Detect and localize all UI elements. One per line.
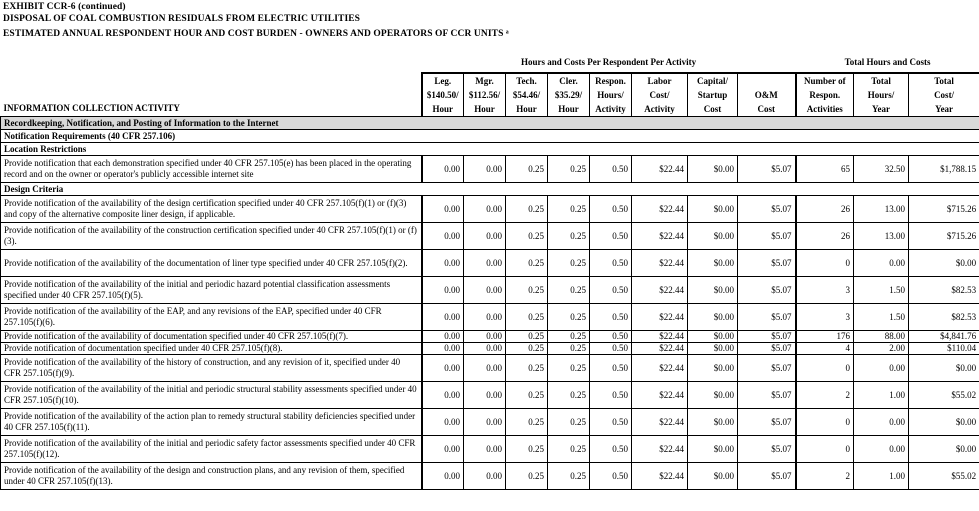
value-cell: 0.25 [506, 409, 548, 436]
value-cell: $5.07 [738, 355, 796, 382]
value-cell: 32.50 [854, 156, 909, 183]
column-header [590, 73, 632, 117]
value-cell: $22.44 [632, 463, 688, 490]
value-cell: 0.00 [422, 343, 464, 355]
column-header-line: Respon. [809, 90, 841, 100]
value-cell: 0.50 [590, 156, 632, 183]
value-cell: 0.50 [590, 304, 632, 331]
activity-description: Provide notification of the availability of the design certification specified under 40 CFR 257.105(f)(1) or (f)(3) and copy of the alternative composite liner design, if applicable. [1, 196, 422, 223]
value-cell: 26 [796, 223, 854, 250]
value-cell: $715.26 [909, 223, 979, 250]
value-cell: 0.00 [422, 223, 464, 250]
value-cell: 0.00 [422, 436, 464, 463]
value-cell: 0.25 [506, 277, 548, 304]
column-header-line: Total [871, 76, 891, 86]
column-header-line: O&M [754, 90, 778, 100]
value-cell: 0.50 [590, 382, 632, 409]
value-cell: $0.00 [688, 156, 738, 183]
column-header [738, 73, 796, 117]
column-header-line: Year [872, 104, 891, 114]
value-cell: 0.00 [464, 250, 506, 277]
value-cell: $5.07 [738, 331, 796, 343]
table-row [1, 331, 979, 343]
value-cell: 0.00 [422, 196, 464, 223]
value-cell: $22.44 [632, 409, 688, 436]
value-cell: 0.00 [464, 196, 506, 223]
value-cell: 0.50 [590, 436, 632, 463]
value-cell: $5.07 [738, 156, 796, 183]
value-cell: $0.00 [909, 250, 979, 277]
column-header-line: $112.56/ [468, 90, 501, 100]
column-header-line: Cost/ [649, 90, 670, 100]
column-header-line: Mgr. [475, 76, 494, 86]
value-cell: $22.44 [632, 250, 688, 277]
value-cell: 0.50 [590, 196, 632, 223]
value-cell: 0.00 [464, 156, 506, 183]
value-cell: 0.25 [548, 331, 590, 343]
column-header-line: Tech. [516, 76, 537, 86]
table-row [1, 223, 979, 250]
value-cell: 0.00 [464, 331, 506, 343]
column-header-line: Hour [516, 104, 537, 114]
table-row [1, 355, 979, 382]
value-cell: 0.25 [506, 355, 548, 382]
group-header-totals: Total Hours and Costs [844, 56, 931, 67]
value-cell: $55.02 [909, 382, 979, 409]
value-cell: 0.25 [548, 463, 590, 490]
burden-table [0, 52, 979, 490]
value-cell: $0.00 [688, 355, 738, 382]
value-cell: 0.00 [854, 409, 909, 436]
value-cell: 0.00 [464, 436, 506, 463]
value-cell: $5.07 [738, 196, 796, 223]
value-cell: $0.00 [688, 436, 738, 463]
value-cell: $5.07 [738, 250, 796, 277]
value-cell: 13.00 [854, 223, 909, 250]
value-cell: 0.00 [422, 409, 464, 436]
value-cell: 0.25 [548, 436, 590, 463]
column-header-line: Leg. [434, 76, 452, 86]
value-cell: 0.50 [590, 331, 632, 343]
value-cell: $22.44 [632, 196, 688, 223]
value-cell: $22.44 [632, 436, 688, 463]
column-header-line: Activities [806, 104, 843, 114]
column-header-line: Cost [757, 104, 776, 114]
value-cell: $5.07 [738, 223, 796, 250]
table-row [1, 409, 979, 436]
column-header-line: Year [935, 104, 954, 114]
value-cell: 0.00 [464, 343, 506, 355]
value-cell: 0.00 [464, 304, 506, 331]
exhibit-number: EXHIBIT CCR-6 (continued) [3, 2, 126, 12]
value-cell: 0.25 [506, 156, 548, 183]
value-cell: $0.00 [688, 250, 738, 277]
column-header-line: Activity [595, 104, 626, 114]
value-cell: $22.44 [632, 343, 688, 355]
value-cell: 0.50 [590, 343, 632, 355]
table-row [1, 250, 979, 277]
value-cell: 1.00 [854, 382, 909, 409]
value-cell: 0.25 [548, 196, 590, 223]
value-cell: $0.00 [688, 277, 738, 304]
value-cell: 0.50 [590, 463, 632, 490]
value-cell: 65 [796, 156, 854, 183]
value-cell: 1.50 [854, 304, 909, 331]
value-cell: $5.07 [738, 463, 796, 490]
value-cell: $22.44 [632, 355, 688, 382]
value-cell: 0.50 [590, 355, 632, 382]
activity-description: Provide notification that each demonstration specified under 40 CFR 257.105(e) has been placed in the operating record and on the owner or operator's publicly accessible internet site [1, 156, 422, 183]
value-cell: 0.00 [422, 304, 464, 331]
column-header [854, 73, 909, 117]
column-header [464, 73, 506, 117]
value-cell: 0.00 [422, 156, 464, 183]
value-cell: $0.00 [688, 409, 738, 436]
column-header [422, 73, 464, 117]
section-notification-requirements: Notification Requirements (40 CFR 257.106) [1, 130, 979, 143]
column-header-line: Hours/ [867, 90, 895, 100]
column-header-line: Cost [703, 104, 722, 114]
table-row [1, 304, 979, 331]
value-cell: 0.00 [422, 382, 464, 409]
value-cell: 1.00 [854, 463, 909, 490]
column-header-line: Hours/ [597, 90, 624, 100]
activity-description: Provide notification of the availability of the EAP, and any revisions of the EAP, specified under 40 CFR 257.105(f)(6). [1, 304, 422, 331]
value-cell: 4 [796, 343, 854, 355]
value-cell: 0.00 [422, 463, 464, 490]
value-cell: 0.50 [590, 250, 632, 277]
value-cell: $715.26 [909, 196, 979, 223]
value-cell: $82.53 [909, 277, 979, 304]
value-cell: $0.00 [909, 355, 979, 382]
value-cell: 1.50 [854, 277, 909, 304]
activity-description: Provide notification of the availability of the initial and periodic structural stability assessments specified under 40 CFR 257.105(f)(10). [1, 382, 422, 409]
value-cell: 0.25 [548, 382, 590, 409]
activity-description: Provide notification of the availability of the action plan to remedy structural stability deficiencies specified under 40 CFR 257.105(f)(11). [1, 409, 422, 436]
value-cell: 0.50 [590, 223, 632, 250]
column-header [506, 73, 548, 117]
value-cell: $5.07 [738, 304, 796, 331]
group-header-per-activity: Hours and Costs Per Respondent Per Activity [520, 56, 697, 67]
activity-description: Provide notification of the availability of the initial and periodic hazard potential classification assessments specified under 40 CFR 257.105(f)(5). [1, 277, 422, 304]
activity-description: Provide notification of the availability of the history of construction, and any revision of it, specified under 40 CFR 257.105(f)(9). [1, 355, 422, 382]
value-cell: 0.25 [548, 156, 590, 183]
activity-description: Provide notification of the availability of the design and construction plans, and any revision of them, specified under 40 CFR 257.105(f)(13). [1, 463, 422, 490]
value-cell: 0.25 [506, 196, 548, 223]
table-row [1, 382, 979, 409]
value-cell: 2 [796, 463, 854, 490]
value-cell: 0.00 [464, 277, 506, 304]
value-cell: 0.25 [506, 331, 548, 343]
value-cell: $4,841.76 [909, 331, 979, 343]
value-cell: 0.25 [548, 304, 590, 331]
value-cell: 26 [796, 196, 854, 223]
value-cell: 0.25 [548, 250, 590, 277]
value-cell: 0.25 [548, 409, 590, 436]
value-cell: $22.44 [632, 382, 688, 409]
value-cell: $22.44 [632, 277, 688, 304]
value-cell: 0 [796, 409, 854, 436]
value-cell: 0.00 [422, 355, 464, 382]
value-cell: 0.00 [854, 250, 909, 277]
activity-description: Provide notification of the availability of the construction certification specified under 40 CFR 257.105(f)(1) or (f)(3). [1, 223, 422, 250]
value-cell: $0.00 [688, 196, 738, 223]
value-cell: $5.07 [738, 382, 796, 409]
value-cell: 0.00 [464, 355, 506, 382]
table-row [1, 196, 979, 223]
value-cell: 0.00 [464, 382, 506, 409]
value-cell: 0.25 [506, 382, 548, 409]
value-cell: 0.25 [548, 355, 590, 382]
value-cell: $0.00 [688, 331, 738, 343]
section-design-criteria: Design Criteria [1, 183, 979, 196]
column-header-line: Capital/ [696, 76, 728, 86]
value-cell: 0.50 [590, 277, 632, 304]
value-cell: $22.44 [632, 223, 688, 250]
activity-description: Provide notification of the availability of documentation specified under 40 CFR 257.105(f)(7). [1, 331, 422, 343]
value-cell: 0.00 [422, 277, 464, 304]
column-header [688, 73, 738, 117]
activity-description: Provide notification of the availability of the initial and periodic safety factor assessments specified under 40 CFR 257.105(f)(12). [1, 436, 422, 463]
value-cell: 0.25 [548, 343, 590, 355]
value-cell: 0 [796, 355, 854, 382]
value-cell: 0.00 [422, 331, 464, 343]
value-cell: $22.44 [632, 304, 688, 331]
column-header [632, 73, 688, 117]
value-cell: 13.00 [854, 196, 909, 223]
table-row [1, 463, 979, 490]
value-cell: 0.00 [854, 355, 909, 382]
column-header-line: Hour [474, 104, 495, 114]
value-cell: 88.00 [854, 331, 909, 343]
column-header-line: $54.46/ [512, 90, 541, 100]
value-cell: 2.00 [854, 343, 909, 355]
value-cell: 0.50 [590, 409, 632, 436]
value-cell: $0.00 [688, 343, 738, 355]
value-cell: $0.00 [909, 409, 979, 436]
value-cell: $0.00 [688, 382, 738, 409]
column-header-line: Cler. [559, 76, 578, 86]
value-cell: $0.00 [688, 304, 738, 331]
column-header-line: Activity [644, 104, 675, 114]
value-cell: 0.25 [506, 223, 548, 250]
table-row [1, 343, 979, 355]
value-cell: 0.25 [548, 223, 590, 250]
value-cell: 0.00 [854, 436, 909, 463]
column-header [548, 73, 590, 117]
value-cell: $5.07 [738, 277, 796, 304]
value-cell: $110.04 [909, 343, 979, 355]
column-header-line: Total [934, 76, 954, 86]
value-cell: $22.44 [632, 156, 688, 183]
value-cell: 0.00 [464, 223, 506, 250]
value-cell: 0.25 [506, 250, 548, 277]
column-header-line: Startup [697, 90, 728, 100]
value-cell: 0.25 [506, 304, 548, 331]
value-cell: 0.00 [464, 463, 506, 490]
column-header [796, 73, 854, 117]
exhibit-title: ESTIMATED ANNUAL RESPONDENT HOUR AND COST BURDEN - OWNERS AND OPERATORS OF CCR UNITS ᵃ [3, 29, 509, 39]
column-header-line: Cost/ [934, 90, 955, 100]
value-cell: $5.07 [738, 436, 796, 463]
value-cell: 2 [796, 382, 854, 409]
value-cell: 176 [796, 331, 854, 343]
value-cell: 0.00 [464, 409, 506, 436]
column-header-line: Labor [647, 76, 672, 86]
table-row [1, 436, 979, 463]
column-header-line: $140.50/ [426, 90, 459, 100]
value-cell: 0.25 [506, 463, 548, 490]
table-row [1, 277, 979, 304]
value-cell: 3 [796, 304, 854, 331]
section-location-restrictions: Location Restrictions [1, 143, 979, 156]
value-cell: 0 [796, 250, 854, 277]
activity-column-header: INFORMATION COLLECTION ACTIVITY [1, 73, 422, 117]
column-header [909, 73, 979, 117]
column-header-line: Number of [804, 76, 846, 86]
table-row [1, 156, 979, 183]
value-cell: $22.44 [632, 331, 688, 343]
activity-description: Provide notification of the availability of the documentation of liner type specified under 40 CFR 257.105(f)(2). [1, 250, 422, 277]
column-header-line: Hour [432, 104, 453, 114]
value-cell: $0.00 [909, 436, 979, 463]
column-header-line: Hour [558, 104, 579, 114]
value-cell: $5.07 [738, 343, 796, 355]
value-cell: 3 [796, 277, 854, 304]
value-cell: 0.25 [506, 343, 548, 355]
column-header-line: Respon. [595, 76, 626, 86]
value-cell: $1,788.15 [909, 156, 979, 183]
value-cell: $0.00 [688, 463, 738, 490]
value-cell: $0.00 [688, 223, 738, 250]
value-cell: 0.25 [548, 277, 590, 304]
value-cell: 0.00 [422, 250, 464, 277]
exhibit-subtitle: DISPOSAL OF COAL COMBUSTION RESIDUALS FROM ELECTRIC UTILITIES [3, 14, 361, 24]
value-cell: 0.25 [506, 436, 548, 463]
value-cell: $82.53 [909, 304, 979, 331]
value-cell: 0 [796, 436, 854, 463]
column-header-line: $35.29/ [554, 90, 583, 100]
value-cell: $55.02 [909, 463, 979, 490]
section-recordkeeping: Recordkeeping, Notification, and Posting of Information to the Internet [1, 117, 979, 130]
activity-description: Provide notification of documentation specified under 40 CFR 257.105(f)(8). [1, 343, 422, 355]
value-cell: $5.07 [738, 409, 796, 436]
